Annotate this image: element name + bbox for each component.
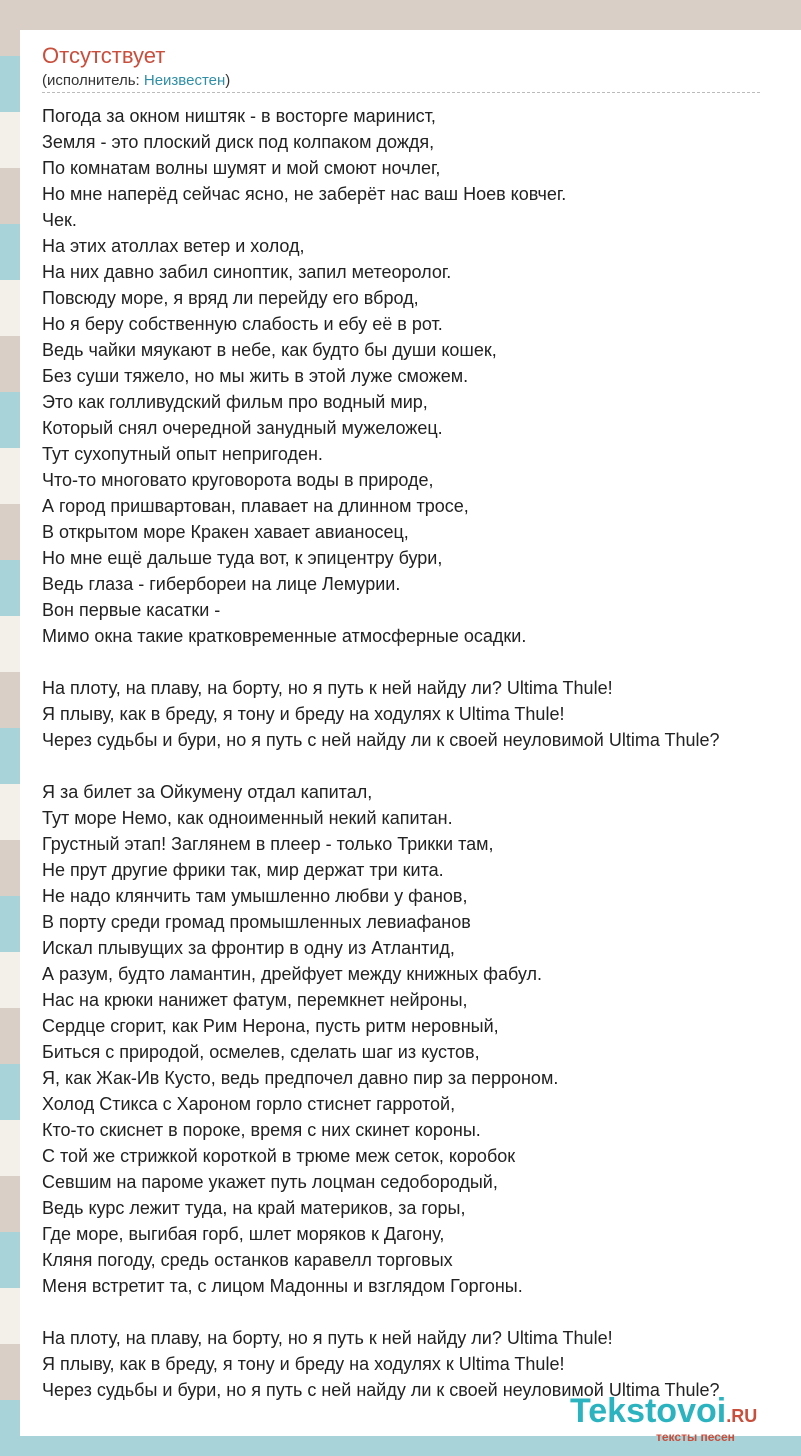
lyrics-blank-line xyxy=(42,753,801,779)
lyrics-line: А разум, будто ламантин, дрейфует между книжных фабул. xyxy=(42,964,543,984)
lyrics-line: Который снял очередной занудный мужеложец. xyxy=(42,418,443,438)
watermark-tld: .RU xyxy=(726,1406,758,1426)
site-watermark xyxy=(570,1392,758,1444)
lyrics-text xyxy=(42,103,801,1403)
lyrics-line: Мимо окна такие кратковременные атмосферные осадки. xyxy=(42,626,527,646)
lyrics-line: Кляня погоду, средь останков каравелл торговых xyxy=(42,1250,453,1270)
artist-suffix: ) xyxy=(225,72,231,89)
lyrics-line: Ведь курс лежит туда, на край материков, за горы, xyxy=(42,1198,466,1218)
lyrics-line: Повсюду море, я вряд ли перейду его вброд, xyxy=(42,288,419,308)
lyrics-line: Севшим на пароме укажет путь лоцман седобородый, xyxy=(42,1172,498,1192)
lyrics-line: А город пришвартован, плавает на длинном тросе, xyxy=(42,496,469,516)
lyrics-line: Но мне наперёд сейчас ясно, не заберёт нас ваш Ноев ковчег. xyxy=(42,184,567,204)
lyrics-line: Кто-то скиснет в пороке, время с них скинет короны. xyxy=(42,1120,481,1140)
lyrics-line: Я за билет за Ойкумену отдал капитал, xyxy=(42,782,373,802)
lyrics-blank-line xyxy=(42,1299,801,1325)
lyrics-line: На плоту, на плаву, на борту, но я путь к ней найду ли? Ultima Thule! xyxy=(42,678,613,698)
lyrics-line: Я плыву, как в бреду, я тону и бреду на ходулях к Ultima Thule! xyxy=(42,704,565,724)
lyrics-blank-line xyxy=(42,649,801,675)
lyrics-line: По комнатам волны шумят и мой смоют ночлег, xyxy=(42,158,441,178)
lyrics-line: Холод Стикса с Хароном горло стиснет гарротой, xyxy=(42,1094,456,1114)
lyrics-line: Через судьбы и бури, но я путь с ней найду ли к своей неуловимой Ultima Thule? xyxy=(42,1380,720,1400)
artist-line xyxy=(42,72,230,89)
lyrics-line: Я плыву, как в бреду, я тону и бреду на ходулях к Ultima Thule! xyxy=(42,1354,565,1374)
lyrics-line: Сердце сгорит, как Рим Нерона, пусть ритм неровный, xyxy=(42,1016,499,1036)
lyrics-line: Биться с природой, осмелев, сделать шаг из кустов, xyxy=(42,1042,480,1062)
lyrics-line: Тут море Немо, как одноименный некий капитан. xyxy=(42,808,453,828)
lyrics-line: Искал плывущих за фронтир в одну из Атлантид, xyxy=(42,938,455,958)
lyrics-line: Это как голливудский фильм про водный мир, xyxy=(42,392,428,412)
lyrics-line: На них давно забил синоптик, запил метеоролог. xyxy=(42,262,452,282)
watermark-name: Tekstovoi xyxy=(570,1392,727,1430)
lyrics-line: Что-то многовато круговорота воды в природе, xyxy=(42,470,434,490)
title-divider xyxy=(42,92,760,93)
lyrics-line: В открытом море Кракен хавает авианосец, xyxy=(42,522,409,542)
lyrics-line: Но я беру собственную слабость и ебу её в рот. xyxy=(42,314,443,334)
lyrics-line: Меня встретит та, с лицом Мадонны и взглядом Горгоны. xyxy=(42,1276,523,1296)
lyrics-line: На этих атоллах ветер и холод, xyxy=(42,236,305,256)
lyrics-line: Но мне ещё дальше туда вот, к эпицентру бури, xyxy=(42,548,443,568)
lyrics-line: Через судьбы и бури, но я путь с ней найду ли к своей неуловимой Ultima Thule? xyxy=(42,730,720,750)
lyrics-line: Не прут другие фрики так, мир держат три кита. xyxy=(42,860,444,880)
lyrics-line: Без суши тяжело, но мы жить в этой луже сможем. xyxy=(42,366,469,386)
lyrics-line: С той же стрижкой короткой в трюме меж сеток, коробок xyxy=(42,1146,516,1166)
lyrics-line: Нас на крюки нанижет фатум, перемкнет нейроны, xyxy=(42,990,468,1010)
lyrics-line: Ведь глаза - гиберборeи на лице Лемурии. xyxy=(42,574,401,594)
lyrics-line: Тут сухопутный опыт непригоден. xyxy=(42,444,323,464)
lyrics-line: Не надо клянчить там умышленно любви у фанов, xyxy=(42,886,468,906)
lyrics-line: В порту среди громад промышленных левиафанов xyxy=(42,912,471,932)
lyrics-line: Вон первые касатки - xyxy=(42,600,221,620)
lyrics-line: Грустный этап! Заглянем в плеер - только Трикки там, xyxy=(42,834,494,854)
lyrics-line: На плоту, на плаву, на борту, но я путь к ней найду ли? Ultima Thule! xyxy=(42,1328,613,1348)
lyrics-line: Я, как Жак-Ив Кусто, ведь предпочел давно пир за перроном. xyxy=(42,1068,559,1088)
lyrics-line: Ведь чайки мяукают в небе, как будто бы души кошек, xyxy=(42,340,497,360)
artist-link[interactable]: Неизвестен xyxy=(143,72,226,89)
lyrics-line: Чек. xyxy=(42,210,77,230)
lyrics-line: Погода за окном ништяк - в восторге маринист, xyxy=(42,106,436,126)
song-title: Отсутствует xyxy=(42,43,166,68)
lyrics-line: Где море, выгибая горб, шлет моряков к Дагону, xyxy=(42,1224,445,1244)
artist-prefix: (исполнитель: xyxy=(42,72,144,89)
lyrics-line: Земля - это плоский диск под колпаком дождя, xyxy=(42,132,435,152)
watermark-tagline: тексты песен xyxy=(656,1430,735,1444)
